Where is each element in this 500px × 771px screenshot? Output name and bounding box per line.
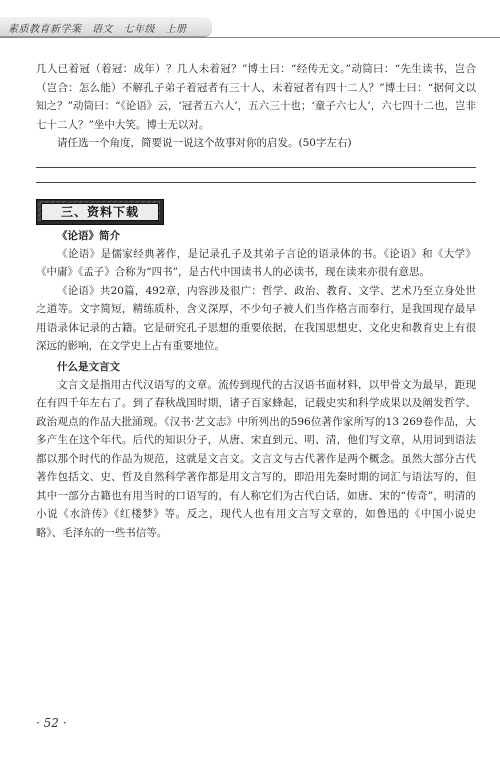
page-number: · 52 · [36, 716, 67, 730]
running-header-title: 素质教育新学案 语文 七年级 上册 [8, 24, 187, 35]
page-header [0, 0, 500, 46]
wenyan-paragraph: 文言文是指用古代汉语写的文章。流传到现代的古汉语书面材料，以甲骨文为最早，距现在有四千年左右了。到了春秋战国时期，诸子百家蜂起，记载史实和科学成果以及阐发哲学、政治观点的作品大批涌现。《汉书·艺文志》中所列出的596位著作家所写的13 269卷作品，大多产生在这个年代。后代的知识分子，从唐、宋直到元、明、清，他们写文章，从用词到语法都以那个时代的作品为规范，这就是文言文。文言文与古代著作是两个概念。虽然大部分古代著作包括文、史、哲及自然科学著作都是用文言写的，即沿用先秦时期的词汇与语法写的，但其中一部分古籍也有用当时的口语写的，有人称它们为古代白话，如唐、宋的“传奇”，明清的小说《水浒传》《红楼梦》等。反之，现代人也有用文言写文章的，如鲁迅的《中国小说史略》、毛泽东的一些书信等。 [36, 378, 476, 539]
answer-line-2 [36, 182, 476, 183]
section-banner [36, 199, 168, 225]
lunyu-heading: 《论语》简介 [57, 229, 120, 242]
discussion-question: 请任选一个角度，简要说一说这个故事对你的启发。(50字左右) [57, 137, 352, 149]
lunyu-paragraph-2: 《论语》共20篇，492章，内容涉及很广：哲学、政治、教育、文学、艺术乃至立身处世之道等。文字简短，精练质朴，含义深厚，不少句子被人们当作格言而奉行，是我国现存最早用语录体记录的古籍。它是研究孔子思想的重要依据，在我国思想史、文化史和教育史上有很深远的影响，在文学史上占有重要地位。 [36, 284, 476, 352]
lunyu-paragraph-1: 《论语》是儒家经典著作，是记录孔子及其弟子言论的语录体的书。《论语》和《大学》《中庸》《孟子》合称为“四书”，是古代中国读书人的必读书，现在读来亦很有意思。 [36, 247, 476, 278]
story-paragraph: 几人已着冠（着冠：成年）？几人未着冠？”博士曰：“经传无文。”动筒曰：“先生读书，岂合（岂合：怎么能）不解孔子弟子着冠者有三十人，未着冠者有四十二人？”博士曰：“据何文以知之？”动筒曰：“《论语》云，‘冠者五六人’，五六三十也；‘童子六七人’，六七四十二也，岂非七十二人？”坐中大笑。博士无以对。 [36, 63, 476, 131]
wenyan-heading: 什么是文言文 [57, 360, 120, 373]
section-title: 三、资料下载 [60, 204, 139, 219]
answer-line-1 [36, 167, 476, 168]
banner-label-box [41, 203, 159, 221]
page-content [36, 60, 476, 542]
header-divider [0, 37, 500, 38]
